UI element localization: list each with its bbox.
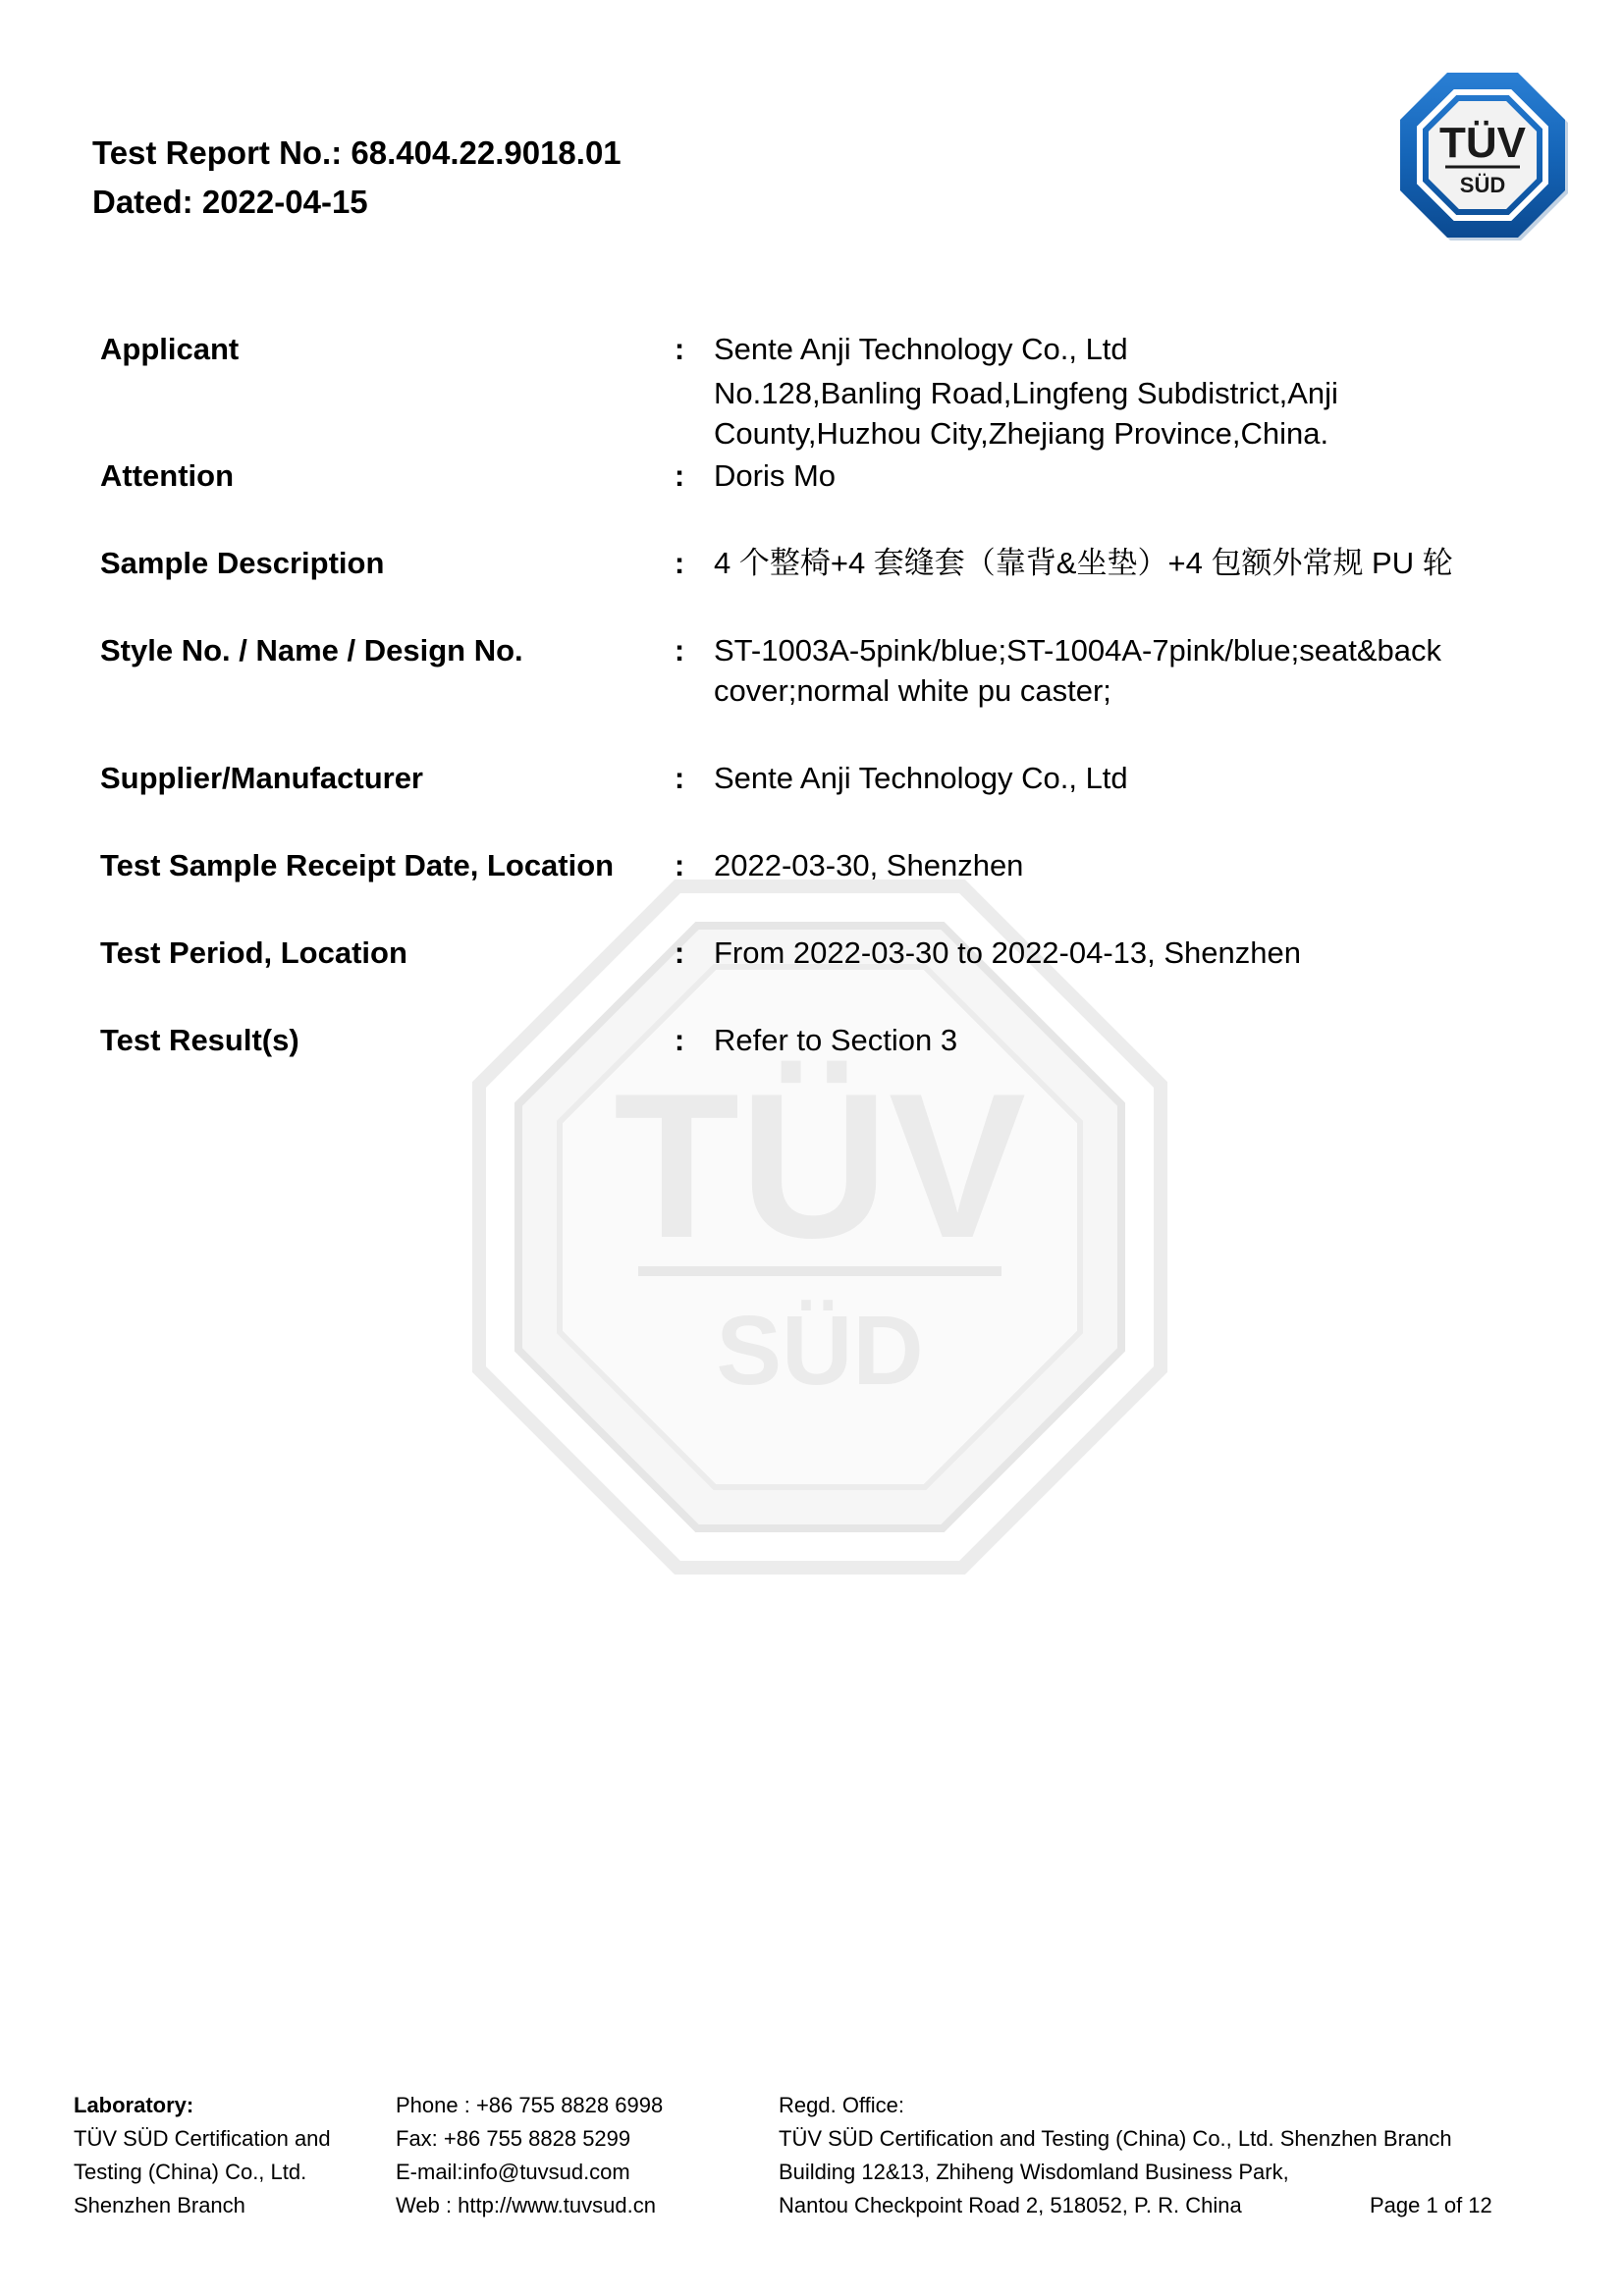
value-line: From 2022-03-30 to 2022-04-13, Shenzhen	[714, 935, 1302, 970]
field-label: Attention	[100, 458, 235, 493]
footer-fax: Fax: +86 755 8828 5299	[396, 2126, 631, 2151]
value-line: 2022-03-30, Shenzhen	[714, 848, 1024, 882]
value-line: Sente Anji Technology Co., Ltd	[714, 332, 1128, 366]
footer-email: E-mail:info@tuvsud.com	[396, 2160, 630, 2184]
field-label: Test Result(s)	[100, 1023, 299, 1057]
footer-laboratory-heading: Laboratory:	[74, 2093, 194, 2117]
field-colon: :	[674, 848, 685, 882]
report-number: Test Report No.: 68.404.22.9018.01	[92, 134, 622, 171]
field-colon: :	[674, 458, 685, 493]
svg-text:TÜV: TÜV	[614, 1050, 1026, 1281]
field-label: Style No. / Name / Design No.	[100, 633, 523, 667]
report-date: Dated: 2022-04-15	[92, 184, 368, 220]
field-label: Test Sample Receipt Date, Location	[100, 848, 615, 882]
footer-laboratory	[74, 2089, 331, 2222]
footer-office-heading: Regd. Office:	[779, 2093, 904, 2117]
value-line: Sente Anji Technology Co., Ltd	[714, 761, 1128, 795]
logo-text-sud: SÜD	[1459, 173, 1506, 197]
value-line: Refer to Section 3	[714, 1023, 958, 1057]
footer-office	[779, 2089, 1452, 2222]
footer-line: Shenzhen Branch	[74, 2193, 245, 2217]
tuv-sud-logo	[1396, 69, 1569, 241]
tuv-sud-watermark	[471, 879, 1168, 1575]
field-label: Sample Description	[100, 546, 385, 580]
footer-contact	[396, 2089, 663, 2222]
field-value	[714, 630, 1489, 711]
field-colon: :	[674, 761, 685, 795]
value-line: No.128,Banling Road,Lingfeng Subdistrict,Anji	[714, 376, 1338, 410]
field-value	[714, 455, 1489, 496]
logo-text-tuv: TÜV	[1439, 119, 1526, 167]
value-line: Doris Mo	[714, 458, 837, 493]
report-header	[92, 129, 622, 227]
field-value	[714, 1020, 1489, 1060]
field-label: Applicant	[100, 332, 240, 366]
field-colon: :	[674, 935, 685, 970]
value-line: County,Huzhou City,Zhejiang Province,China.	[714, 416, 1329, 451]
field-colon: :	[674, 546, 685, 580]
field-value	[714, 758, 1489, 798]
footer-line: TÜV SÜD Certification and	[74, 2126, 331, 2151]
footer-line: Building 12&13, Zhiheng Wisdomland Business Park,	[779, 2160, 1289, 2184]
field-colon: :	[674, 332, 685, 366]
field-label: Supplier/Manufacturer	[100, 761, 423, 795]
footer-line: Nantou Checkpoint Road 2, 518052, P. R. China	[779, 2193, 1242, 2217]
footer-phone: Phone : +86 755 8828 6998	[396, 2093, 664, 2117]
value-line: ST-1003A-5pink/blue;ST-1004A-7pink/blue;seat&back	[714, 633, 1442, 667]
page-number: Page 1 of 12	[1370, 2193, 1492, 2217]
svg-text:SÜD: SÜD	[716, 1296, 924, 1406]
footer-line: Testing (China) Co., Ltd.	[74, 2160, 307, 2184]
footer-line: TÜV SÜD Certification and Testing (China) Co., Ltd. Shenzhen Branch	[779, 2126, 1452, 2151]
value-line: 4 个整椅+4 套缝套（靠背&坐垫）+4 包额外常规 PU 轮	[714, 546, 1453, 580]
field-value	[714, 933, 1489, 973]
value-line: cover;normal white pu caster;	[714, 673, 1111, 708]
field-value	[714, 543, 1489, 583]
field-label: Test Period, Location	[100, 935, 407, 970]
field-colon: :	[674, 1023, 685, 1057]
field-value	[714, 845, 1489, 885]
footer-web: Web : http://www.tuvsud.cn	[396, 2193, 656, 2217]
field-value	[714, 329, 1489, 454]
field-colon: :	[674, 633, 685, 667]
